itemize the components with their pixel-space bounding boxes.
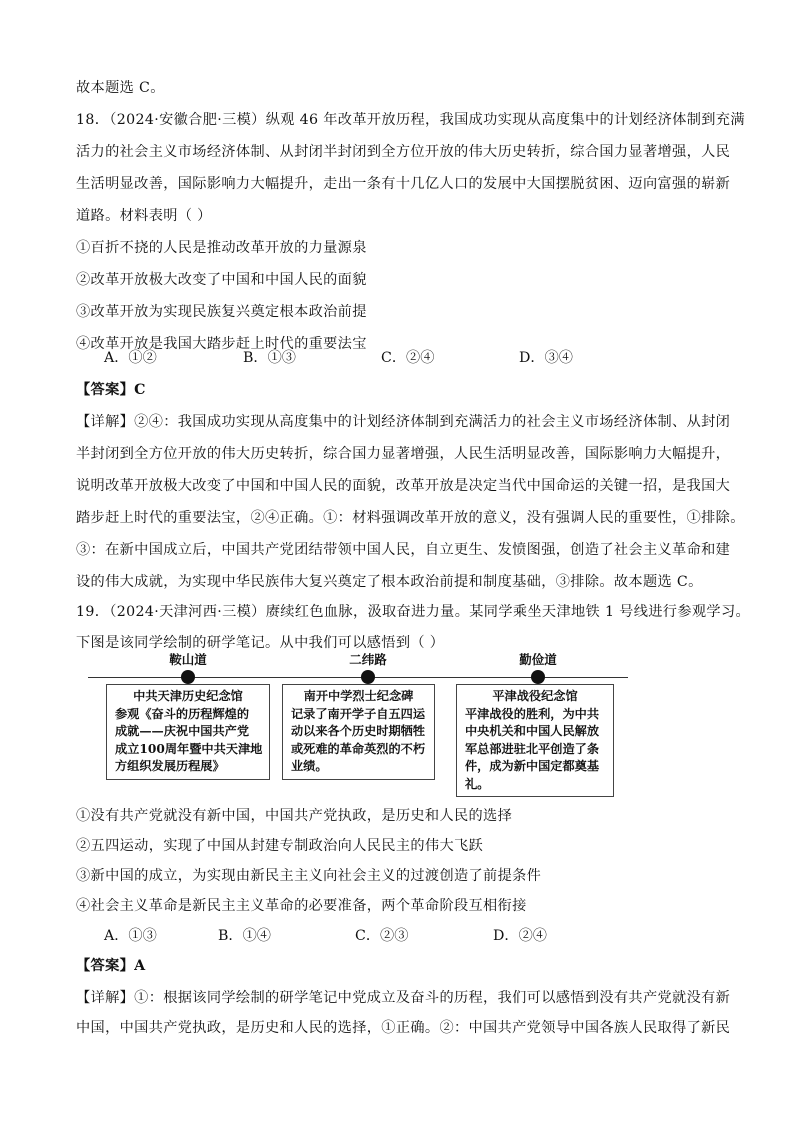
note-box-text: 动以来各个历史时期牺牲: [291, 724, 426, 738]
text-line: 生活明显改善，国际影响力大幅提升，走出一条有十几亿人口的发展中大国摆脱贫困、迈向富强的崭新: [76, 176, 731, 192]
note-box-martyrs-monument: [282, 684, 435, 780]
statement-item: ①百折不挠的人民是推动改革开放的力量源泉: [76, 240, 367, 256]
station-label-qinjiandao: 勤俭道: [519, 652, 557, 667]
note-box-memorial-hall: [106, 684, 270, 780]
option-c: C．②③: [355, 928, 409, 944]
option-d: D．②④: [493, 928, 547, 944]
note-box-pingjin-campaign: [456, 684, 614, 797]
answer-label: 【答案】A: [76, 958, 146, 974]
option-b: B．①④: [218, 928, 271, 944]
station-label-anshandao: 鞍山道: [169, 652, 207, 667]
note-box-text: 参观《奋斗的历程辉煌的: [115, 706, 250, 721]
detail-line: 踏步赶上时代的重要法宝，②④正确。①：材料强调改革开放的意义，没有强调人民的重要性，①排除。: [76, 510, 745, 526]
statement-item: ④改革开放是我国大踏步赶上时代的重要法宝: [76, 336, 367, 352]
station-label-erweilu: 二纬路: [349, 652, 387, 667]
text-line: 活力的社会主义市场经济体制、从封闭半封闭到全方位开放的伟大历史转折，综合国力显著增强，人民: [76, 144, 731, 160]
note-box-text: 件，成为新中国定都奠基: [465, 759, 600, 773]
note-box-text: 礼。: [465, 776, 490, 791]
note-box-text: 平津战役的胜利，为中共: [465, 706, 600, 721]
note-box-text: 方组织发展历程展》: [115, 759, 225, 773]
note-box-text: 或死难的革命英烈的不朽: [291, 741, 426, 756]
text-line: 道路。材料表明（ ）: [76, 208, 212, 224]
statement-item: ②五四运动，实现了中国从封建专制政治向人民民主的伟大飞跃: [76, 838, 484, 854]
detail-line: 说明改革开放极大改变了中国和中国人民的面貌，改革开放是决定当代中国命运的关键一招，是我国大: [76, 478, 731, 494]
note-box-title: 中共天津历史纪念馆: [133, 689, 243, 703]
metro-line-diagram: [88, 648, 628, 791]
station-dot-icon: [531, 670, 545, 684]
note-box-text: 业绩。: [291, 759, 328, 773]
text-line: 故本题选 C。: [76, 80, 165, 96]
text-line: 下图是该同学绘制的研学笔记。从中我们可以感悟到（ ）: [76, 635, 445, 651]
option-c: C．②④: [381, 350, 435, 366]
option-b: B．①③: [243, 350, 296, 366]
detail-line: 【详解】②④：我国成功实现从高度集中的计划经济体制到充满活力的社会主义市场经济体制、从封闭: [76, 414, 731, 430]
note-box-title: 平津战役纪念馆: [492, 689, 578, 703]
detail-line: 设的伟大成就，为实现中华民族伟大复兴奠定了根本政治前提和制度基础，③排除。故本题选 C。: [76, 574, 703, 590]
note-box-text: 军总部进驻北平创造了条: [465, 741, 600, 756]
metro-track-line: [88, 677, 628, 678]
question-19-stem: 19．（2024·天津河西·三模）赓续红色血脉，汲取奋进力量。某同学乘坐天津地铁 1 号线进行参观学习。: [76, 604, 751, 620]
note-box-title: 南开中学烈士纪念碑: [303, 689, 414, 703]
option-a: A．①②: [104, 350, 157, 366]
question-18-stem: 18．（2024·安徽合肥·三模）纵观 46 年改革开放历程，我国成功实现从高度集中的计划经济体制到充满: [76, 112, 745, 128]
option-a: A．①③: [104, 928, 157, 944]
detail-line: 【详解】①：根据该同学绘制的研学笔记中党成立及奋斗的历程，我们可以感悟到没有共产党就没有新: [76, 990, 731, 1006]
station-dot-icon: [361, 670, 375, 684]
note-box-text: 记录了南开学子自五四运: [291, 706, 426, 721]
detail-line: 中国，中国共产党执政，是历史和人民的选择，①正确。②：中国共产党领导中国各族人民取得了新民: [76, 1020, 731, 1036]
statement-item: ③改革开放为实现民族复兴奠定根本政治前提: [76, 304, 367, 320]
answer-label: 【答案】C: [76, 382, 146, 398]
station-dot-icon: [181, 670, 195, 684]
note-box-text: 中央机关和中国人民解放: [465, 724, 600, 738]
detail-line: ③：在新中国成立后，中国共产党团结带领中国人民，自立更生、发愤图强，创造了社会主义革命和建: [76, 542, 731, 558]
statement-item: ③新中国的成立，为实现由新民主主义向社会主义的过渡创造了前提条件: [76, 868, 542, 884]
note-box-text: 成就——庆祝中国共产党: [115, 724, 250, 738]
option-d: D．③④: [519, 350, 573, 366]
note-box-text: 成立100周年暨中共天津地: [115, 741, 263, 756]
detail-line: 半封闭到全方位开放的伟大历史转折，综合国力显著增强，人民生活明显改善，国际影响力大幅提升，: [76, 446, 731, 462]
statement-item: ①没有共产党就没有新中国，中国共产党执政，是历史和人民的选择: [76, 808, 513, 824]
statement-item: ②改革开放极大改变了中国和中国人民的面貌: [76, 272, 367, 288]
statement-item: ④社会主义革命是新民主主义革命的必要准备，两个革命阶段互相衔接: [76, 898, 527, 914]
